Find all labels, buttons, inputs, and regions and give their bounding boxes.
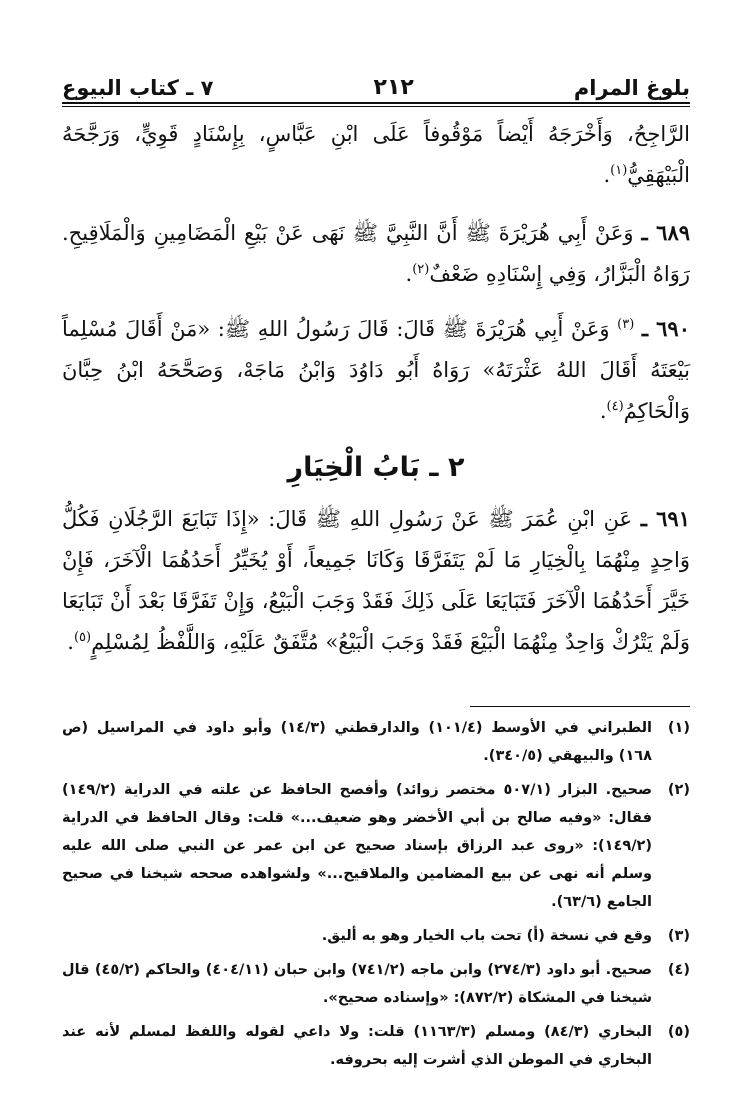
footnote-number: (١) [667, 720, 690, 736]
footnote [62, 922, 690, 950]
chapter-title: ٧ ـ كتاب البيوع [62, 76, 214, 100]
hadith-690: ٦٩٠ ـ $^{(٣)}$ وَعَنْ أَبِي هُرَيْرَةَ ﷺ قَالَ: قَالَ رَسُولُ اللهِ ﷺ: «مَنْ أَقَالَ مُسْلِماً بَيْعَتَهُ أَقَالَ اللهُ عَثْرَتَهُ» رَوَاهُ أَبُو دَاوُدَ وَابْنُ مَاجَهْ، وَصَحَّحَهُ ابْنُ حِبَّانَ وَالْحَاكِمُ$^{(٤)}$. [62, 316, 690, 423]
hadith-number: ٦٩٠ ـ [641, 316, 690, 341]
main-text [62, 114, 690, 676]
footnote-number: (٤) [667, 962, 690, 978]
footnote-ref: (٢) [412, 262, 430, 277]
footnote-number: (٥) [667, 1024, 690, 1040]
footnote-number: (٣) [667, 928, 690, 944]
footnote-ref: (٥) [73, 630, 92, 645]
book-title: بلوغ المرام [573, 76, 690, 100]
footnote [62, 714, 690, 770]
page-header [62, 60, 690, 100]
footnote-text: البخاري (٨٤/٣) ومسلم (١١٦٣/٣) قلت: ولا داعي لقوله واللفظ لمسلم لأنه عند البخاري في الموطن الذي أشرت إليه بحروفه. [62, 1024, 652, 1068]
footnote-separator [470, 706, 690, 707]
footnote [62, 776, 690, 916]
hadith-691: ٦٩١ ـ عَنِ ابْنِ عُمَرَ ﷺ عَنْ رَسُولِ اللهِ ﷺ قَالَ: «إِذَا تَبَايَعَ الرَّجُلَانِ فَكُلُّ وَاحِدٍ مِنْهُمَا بِالْخِيَارِ مَا لَمْ يَتَفَرَّقَا وَكَانَا جَمِيعاً، أَوْ يُخَيِّرُ أَحَدُهُمَا الْآخَرَ، فَإِنْ خَيَّرَ أَحَدُهُمَا الْآخَرَ فَتَبَايَعَا عَلَى ذَلِكَ فَقَدْ وَجَبَ الْبَيْعُ، وَإِنْ تَفَرَّقَا بَعْدَ أَنْ تَبَايَعَا وَلَمْ يَتْرُكْ وَاحِدٌ مِنْهُمَا الْبَيْعَ فَقَدْ وَجَبَ الْبَيْعُ» مُتَّفَقٌ عَلَيْهِ، وَاللَّفْظُ لِمُسْلِمٍ$^{(٥)}$. [62, 506, 690, 654]
footnote-ref: (٤) [606, 399, 624, 414]
footnote-text: صحيح. أبو داود (٢٧٤/٣) وابن ماجه (٧٤١/٢) وابن حبان (٤٠٤/١١) والحاكم (٤٥/٢) قال شيخنا في المشكاة (٨٧٢/٢): «وإسناده صحيح». [62, 962, 652, 1006]
paragraph-text: الرَّاجِحُ، وَأَخْرَجَهُ أَيْضاً مَوْقُوفاً عَلَى ابْنِ عَبَّاسٍ، بِإِسْنَادٍ قَوِيٍّ، وَرَجَّحَهُ الْبَيْهَقِيُّ [62, 122, 690, 187]
footnote [62, 1018, 690, 1074]
footnote-text: وقع في نسخة (أ) تحت باب الخيار وهو به أليق. [321, 928, 652, 944]
hadith-number: ٦٩١ ـ [640, 506, 690, 531]
section-heading: ٢ ـ بَابُ الْخِيَارِ [287, 452, 465, 483]
footnote [62, 956, 690, 1012]
hadith-text: عَنِ ابْنِ عُمَرَ ﷺ عَنْ رَسُولِ اللهِ ﷺ قَالَ: «إِذَا تَبَايَعَ الرَّجُلَانِ فَكُلُّ وَاحِدٍ مِنْهُمَا بِالْخِيَارِ مَا لَمْ يَتَفَرَّقَا وَكَانَا جَمِيعاً، أَوْ يُخَيِّرُ أَحَدُهُمَا الْآخَرَ، فَإِنْ خَيَّرَ أَحَدُهُمَا الْآخَرَ فَتَبَايَعَا عَلَى ذَلِكَ فَقَدْ وَجَبَ الْبَيْعُ، وَإِنْ تَفَرَّقَا بَعْدَ أَنْ تَبَايَعَا وَلَمْ يَتْرُكْ وَاحِدٌ مِنْهُمَا الْبَيْعَ فَقَدْ وَجَبَ الْبَيْعُ» مُتَّفَقٌ عَلَيْهِ، وَاللَّفْظُ لِمُسْلِمٍ [62, 507, 690, 654]
footnote-text: الطبراني في الأوسط (١٠١/٤) والدارقطني (١٤/٣) وأبو داود في المراسيل (ص ١٦٨) والبيهقي (٣٤٠/٥). [62, 720, 652, 764]
page-number: ٢١٢ [373, 75, 414, 100]
footnote-ref: (١) [610, 163, 628, 178]
footnote-number: (٢) [667, 782, 690, 798]
hadith-689: ٦٨٩ ـ وَعَنْ أَبِي هُرَيْرَةَ ﷺ أَنَّ النَّبِيَّ ﷺ نَهَى عَنْ بَيْعِ الْمَضَامِينِ وَالْمَلَاقِيحِ. رَوَاهُ الْبَزَّارُ، وَفِي إِسْنَادِهِ ضَعْفٌ$^{(٢)}$. [62, 220, 691, 286]
footnote-text: صحيح. البزار (٥٠٧/١ مختصر زوائد) وأفصح الحافظ عن علته في الدراية (١٤٩/٢) فقال: «وفيه صالح بن أبي الأخضر وهو ضعيف...» قلت: وقال الحافظ في الدراية (١٤٩/٢): «روى عبد الرزاق بإسناد صحيح عن ابن عمر عن النبي صلى الله عليه وسلم أنه نهى عن بيع المضامين والملاقيح...» ولشواهده صححه شيخنا في صحيح الجامع (٦٣/٦). [62, 782, 652, 910]
hadith-text: وَعَنْ أَبِي هُرَيْرَةَ ﷺ أَنَّ النَّبِيَّ ﷺ نَهَى عَنْ بَيْعِ الْمَضَامِينِ وَالْمَلَاقِيحِ. رَوَاهُ الْبَزَّارُ، وَفِي إِسْنَادِهِ ضَعْفٌ [62, 221, 690, 286]
continued-paragraph: الرَّاجِحُ، وَأَخْرَجَهُ أَيْضاً مَوْقُوفاً عَلَى ابْنِ عَبَّاسٍ، بِإِسْنَادٍ قَوِيٍّ، وَرَجَّحَهُ الْبَيْهَقِيُّ$^{(١)}$. [62, 122, 690, 187]
footnotes [62, 714, 690, 1080]
header-rule [62, 102, 690, 104]
footnote-ref: (٣) [617, 317, 635, 332]
hadith-text: وَعَنْ أَبِي هُرَيْرَةَ ﷺ قَالَ: قَالَ رَسُولُ اللهِ ﷺ: «مَنْ أَقَالَ مُسْلِماً بَيْعَتَهُ أَقَالَ اللهُ عَثْرَتَهُ» رَوَاهُ أَبُو دَاوُدَ وَابْنُ مَاجَهْ، وَصَحَّحَهُ ابْنُ حِبَّانَ وَالْحَاكِمُ [62, 317, 690, 423]
hadith-number: ٦٨٩ ـ [641, 220, 691, 245]
header-rule-thin [62, 106, 690, 107]
